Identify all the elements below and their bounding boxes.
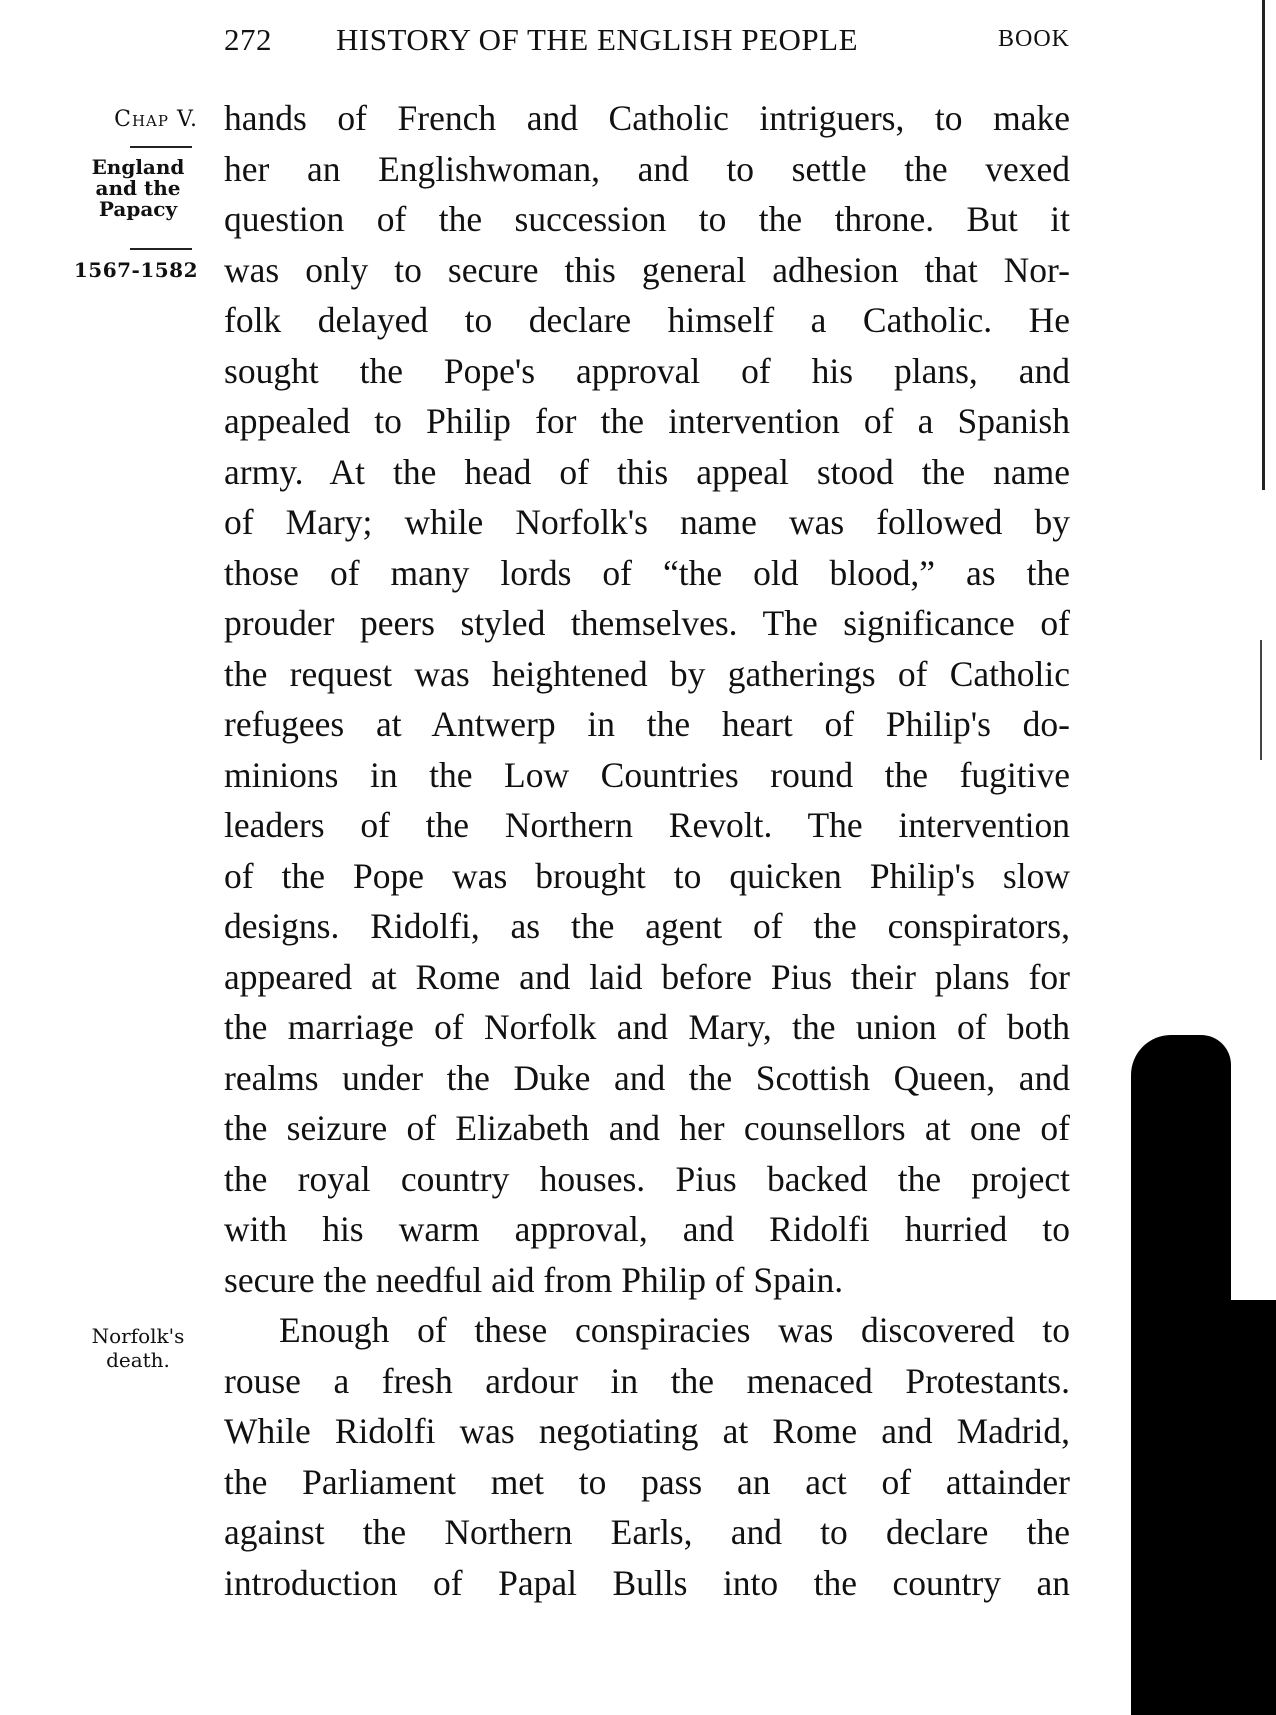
section-margin-note: Norfolk's death.	[91, 1324, 185, 1372]
text-line: refugees at Antwerp in the heart of Philip's do-	[224, 704, 1070, 744]
scan-edge-line	[1262, 0, 1265, 490]
date-range-note: 1567-1582	[73, 258, 198, 282]
text-line: prouder peers styled themselves. The significance of	[224, 603, 1070, 643]
chapter-label: Chap V.	[114, 107, 198, 132]
scan-edge-line	[1260, 640, 1262, 760]
text-line: appeared at Rome and laid before Pius their plans for	[224, 956, 1070, 997]
running-head	[224, 22, 1070, 62]
margin-divider	[130, 146, 192, 148]
text-line: sought the Pope's approval of his plans, and	[224, 350, 1070, 391]
text-line: the request was heightened by gatherings of Catholic	[224, 653, 1070, 694]
text-line: leaders of the Northern Revolt. The intervention	[224, 805, 1070, 845]
topic-margin-note: England and the Papacy	[91, 155, 185, 221]
text-line: rouse a fresh ardour in the menaced Protestants.	[224, 1360, 1070, 1401]
text-line: Enough of these conspiracies was discovered to	[279, 1310, 1070, 1350]
running-title: HISTORY OF THE ENGLISH PEOPLE	[336, 22, 859, 57]
text-line: introduction of Papal Bulls into the country an	[224, 1562, 1070, 1603]
margin-divider	[130, 248, 192, 250]
text-line: army. At the head of this appeal stood the name	[224, 451, 1070, 492]
text-line: question of the succession to the throne. But it	[224, 199, 1070, 239]
text-line: was only to secure this general adhesion that Nor-	[224, 249, 1070, 290]
body-text	[224, 93, 1070, 1608]
scan-shadow	[1131, 1300, 1276, 1715]
text-line: the royal country houses. Pius backed the project	[224, 1158, 1070, 1199]
text-line: While Ridolfi was negotiating at Rome and Madrid,	[224, 1411, 1070, 1451]
text-line: of Mary; while Norfolk's name was followed by	[224, 502, 1070, 542]
text-line: minions in the Low Countries round the fugitive	[224, 754, 1070, 795]
text-line: of the Pope was brought to quicken Philip's slow	[224, 855, 1070, 896]
text-line: the Parliament met to pass an act of attainder	[224, 1461, 1070, 1502]
text-line: with his warm approval, and Ridolfi hurried to	[224, 1209, 1070, 1249]
scan-shadow	[1131, 1035, 1231, 1335]
text-line: the marriage of Norfolk and Mary, the union of both	[224, 1007, 1070, 1047]
text-line: folk delayed to declare himself a Catholic. He	[224, 300, 1070, 340]
text-line: appealed to Philip for the intervention of a Spanish	[224, 401, 1070, 441]
page-number: 272	[224, 22, 272, 57]
book-label: BOOK	[997, 26, 1070, 52]
text-line: designs. Ridolfi, as the agent of the conspirators,	[224, 906, 1070, 946]
text-line: secure the needful aid from Philip of Spain.	[224, 1259, 844, 1300]
text-line: those of many lords of “the old blood,” as the	[224, 552, 1070, 593]
text-line: the seizure of Elizabeth and her counsellors at one of	[224, 1108, 1070, 1148]
text-line: realms under the Duke and the Scottish Queen, and	[224, 1057, 1070, 1098]
text-line: against the Northern Earls, and to declare the	[224, 1512, 1070, 1552]
text-line: hands of French and Catholic intriguers, to make	[224, 98, 1070, 138]
text-line: her an Englishwoman, and to settle the vexed	[224, 148, 1070, 189]
